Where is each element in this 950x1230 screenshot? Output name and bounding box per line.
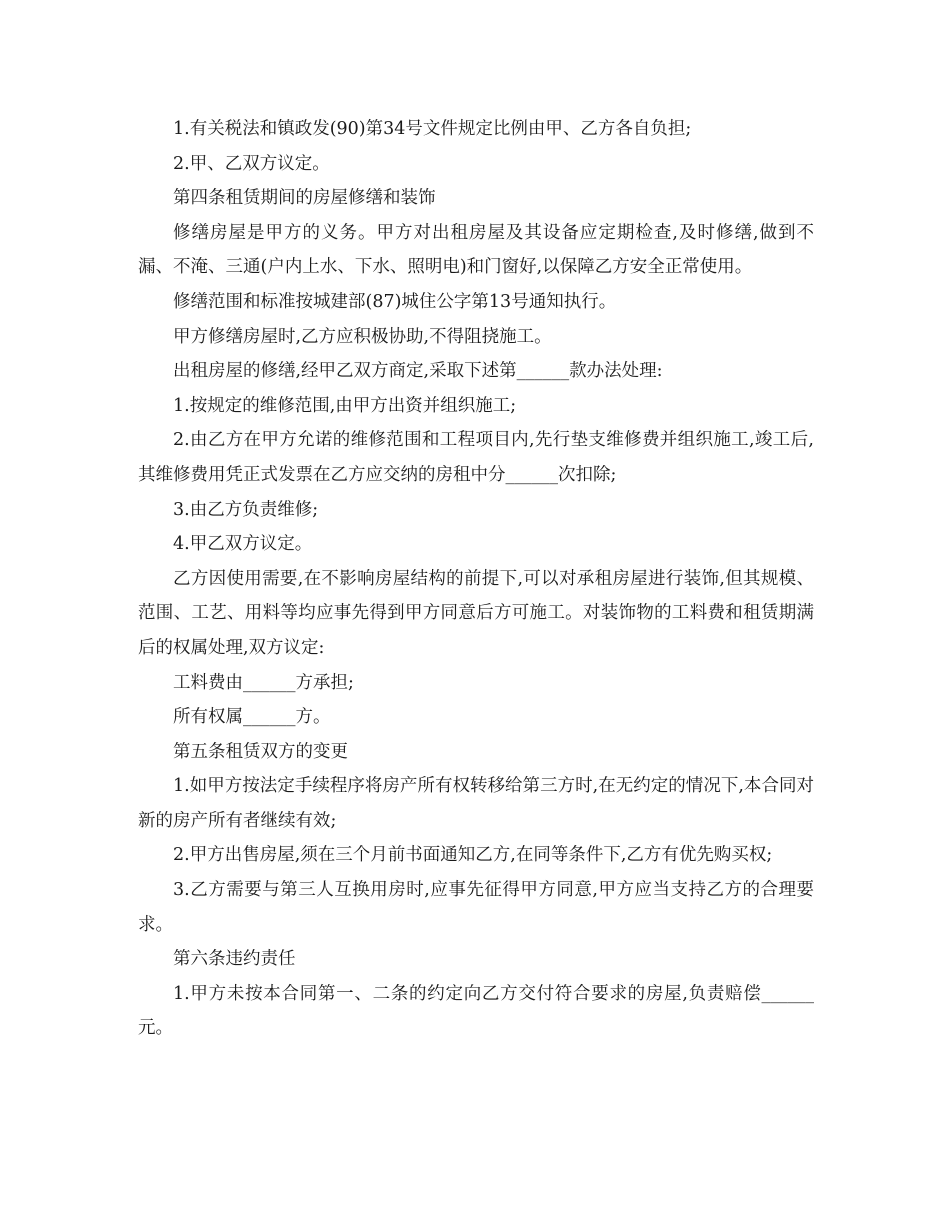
section-heading: 第五条租赁双方的变更	[173, 741, 348, 762]
paragraph: 1.按规定的维修范围,由甲方出资并组织施工;	[173, 395, 517, 416]
section-heading: 第四条租赁期间的房屋修缮和装饰	[173, 188, 436, 209]
paragraph: 1.如甲方按法定手续程序将房产所有权转移给第三方时,在无约定的情况下,本合同对新的房产所有者继续有效;	[138, 776, 814, 831]
paragraph: 修缮房屋是甲方的义务。甲方对出租房屋及其设备应定期检查,及时修缮,做到不漏、不淹、三通(户内上水、下水、照明电)和门窗好,以保障乙方安全正常使用。	[138, 222, 814, 278]
paragraph: 工料费由______方承担;	[173, 672, 354, 693]
paragraph: 1.有关税法和镇政发(90)第34号文件规定比例由甲、乙方各自负担;	[173, 119, 692, 139]
paragraph: 2.由乙方在甲方允诺的维修范围和工程项目内,先行垫支维修费并组织施工,竣工后,其维修费用凭正式发票在乙方应交纳的房租中分______次扣除;	[138, 430, 814, 485]
paragraph: 修缮范围和标准按城建部(87)城住公字第13号通知执行。	[173, 291, 617, 312]
section-heading: 第六条违约责任	[173, 949, 296, 970]
paragraph: 乙方因使用需要,在不影响房屋结构的前提下,可以对承租房屋进行装饰,但其规模、范围、工艺、用料等均应事先得到甲方同意后方可施工。对装饰物的工料费和租赁期满后的权属处理,双方议定:	[138, 568, 814, 658]
paragraph: 2.甲方出售房屋,须在三个月前书面通知乙方,在同等条件下,乙方有优先购买权;	[173, 845, 773, 866]
paragraph: 2.甲、乙双方议定。	[173, 153, 330, 174]
paragraph: 4.甲乙双方议定。	[173, 534, 313, 555]
paragraph: 所有权属______方。	[173, 707, 331, 728]
paragraph: 1.甲方未按本合同第一、二条的约定向乙方交付符合要求的房屋,负责赔偿______元。	[138, 983, 814, 1039]
paragraph: 出租房屋的修缮,经甲乙双方商定,采取下述第______款办法处理:	[173, 361, 663, 382]
paragraph: 3.由乙方负责维修;	[173, 499, 319, 520]
paragraph: 3.乙方需要与第三人互换用房时,应事先征得甲方同意,甲方应当支持乙方的合理要求。	[138, 880, 814, 935]
paragraph: 甲方修缮房屋时,乙方应积极协助,不得阻挠施工。	[173, 326, 552, 347]
document-page	[138, 112, 814, 1046]
